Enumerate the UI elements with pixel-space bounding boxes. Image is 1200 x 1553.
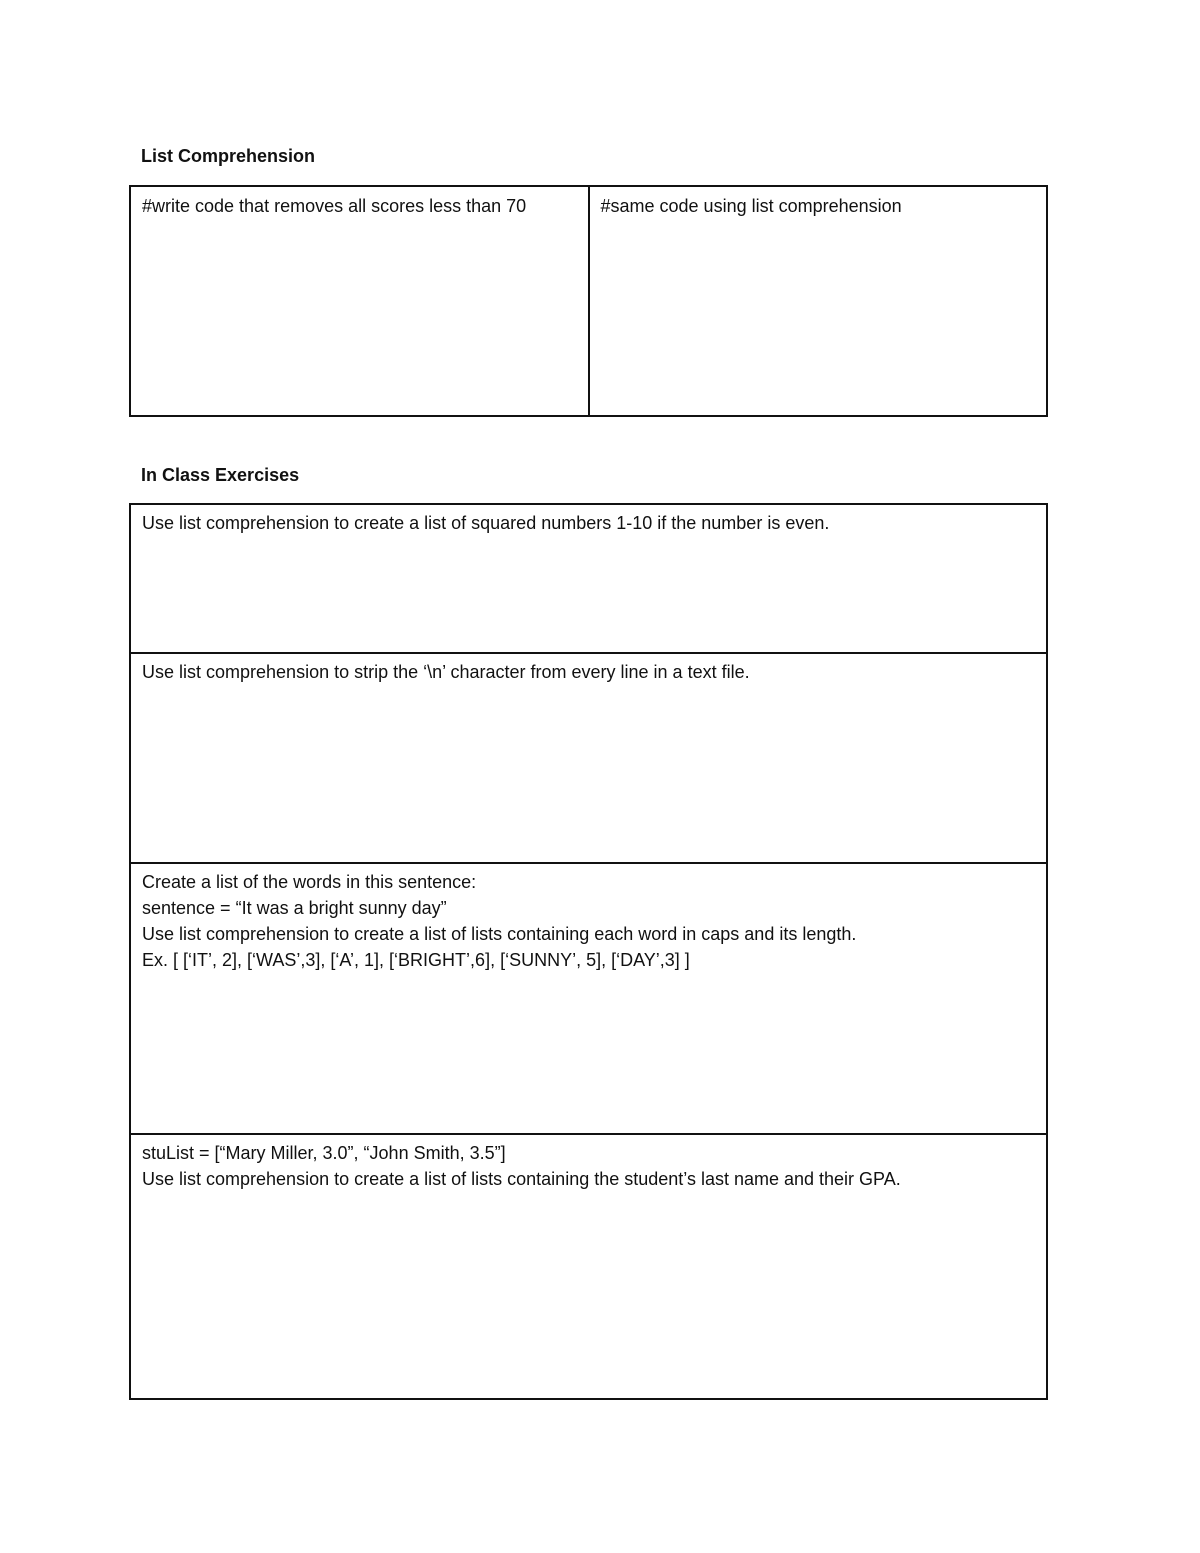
exercise-text: Ex. [ [‘IT’, 2], [‘WAS’,3], [‘A’, 1], [‘BRIGHT’,6], [‘SUNNY’, 5], [‘DAY’,3] ]: [142, 950, 690, 970]
section-title-in-class-exercises: In Class Exercises: [141, 465, 300, 485]
exercise-cell-4[interactable]: [130, 1134, 1047, 1399]
exercise-text: Use list comprehension to create a list of lists containing each word in caps and its length.: [142, 924, 857, 944]
exercise-text: Use list comprehension to strip the ‘\n’ character from every line in a text file.: [142, 662, 750, 682]
exercise-cell-3[interactable]: [130, 863, 1047, 1134]
answer-cell-loop[interactable]: [130, 186, 589, 416]
exercise-cell-2[interactable]: [130, 653, 1047, 863]
exercise-cell-1[interactable]: [130, 504, 1047, 653]
section-title-list-comprehension: List Comprehension: [141, 146, 316, 166]
exercises-table: [129, 503, 1048, 1400]
answer-cell-comprehension[interactable]: [589, 186, 1048, 416]
cell-prompt: #same code using list comprehension: [600, 196, 902, 216]
exercise-text: Use list comprehension to create a list of squared numbers 1-10 if the number is even.: [142, 513, 830, 533]
exercise-text: stuList = [“Mary Miller, 3.0”, “John Smith, 3.5”]: [142, 1143, 506, 1163]
exercise-text: sentence = “It was a bright sunny day”: [142, 898, 447, 918]
comparison-table: [129, 185, 1048, 417]
cell-prompt: #write code that removes all scores less than 70: [142, 196, 527, 216]
exercise-text: Use list comprehension to create a list of lists containing the student’s last name and their GPA.: [142, 1169, 901, 1189]
exercise-text: Create a list of the words in this sentence:: [142, 872, 477, 892]
